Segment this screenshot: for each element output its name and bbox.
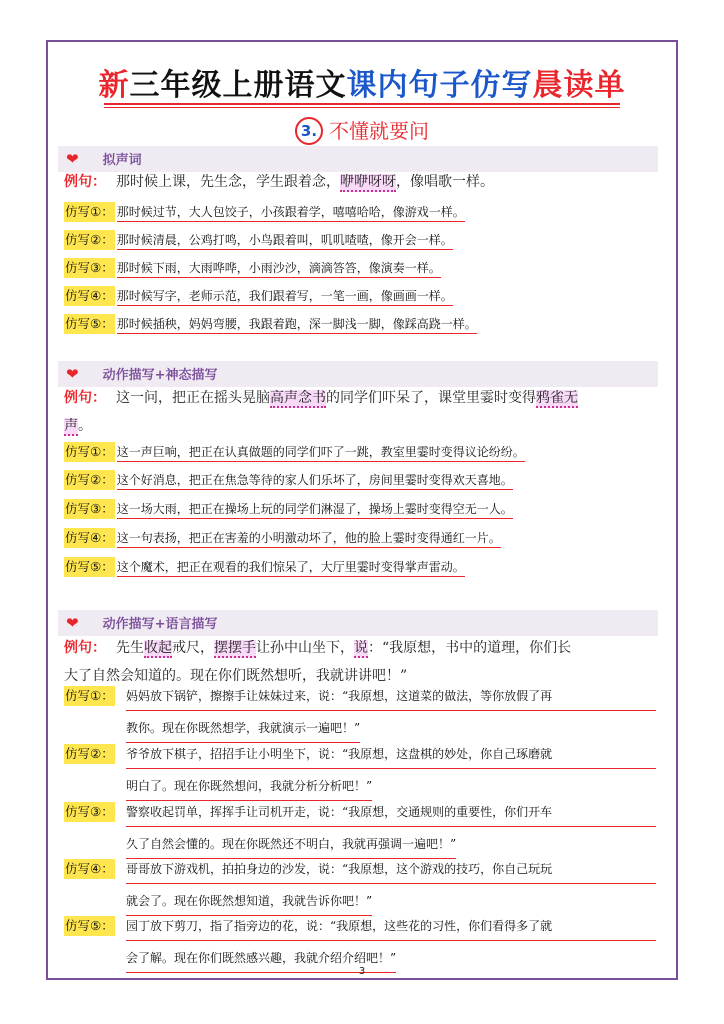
imitation-text: 那时候过节，大人包饺子，小孩跟着学，嘻嘻哈哈，像游戏一样。 [117, 205, 465, 222]
imitation-tag: 仿写②： [64, 230, 115, 250]
section-title: 动作描写+神态描写 [102, 368, 218, 383]
example-highlight: 咿咿呀呀 [340, 174, 396, 190]
example-highlight: 说 [354, 640, 368, 656]
title-underline-thin [104, 107, 620, 108]
imitation-row [64, 438, 664, 466]
section-heading-3 [58, 610, 658, 636]
imitation-text: 那时候写字，老师示范，我们跟着写，一笔一画，像画画一样。 [117, 289, 453, 306]
imitation-tag: 仿写④： [64, 859, 115, 879]
imitation-text-line-2: 会了解。现在你们既然感兴趣，我就介绍介绍吧！” [126, 944, 396, 973]
example-highlight: 收起 [144, 640, 172, 656]
title-part-4: 晨读单 [532, 68, 626, 103]
imitation-text: 那时候下雨，大雨哗哗，小雨沙沙，滴滴答答，像演奏一样。 [117, 261, 441, 278]
example-sentence-1 [64, 168, 660, 196]
imitation-row [64, 198, 664, 226]
heart-icon: ❤ [66, 614, 79, 632]
example-text: 。 [78, 418, 92, 434]
title-part-1: 新 [98, 68, 130, 103]
imitation-tag: 仿写①： [64, 202, 115, 222]
page-title [0, 60, 724, 104]
title-underline [104, 103, 620, 105]
section-title: 动作描写+语言描写 [102, 617, 218, 632]
example-label: 例句： [64, 390, 106, 406]
title-part-3: 课内句子仿写 [346, 68, 533, 103]
example-sentence-2 [64, 384, 660, 440]
imitation-tag: 仿写④： [64, 528, 115, 548]
imitation-tag: 仿写①： [64, 686, 115, 706]
example-highlight: 鸦雀无 [536, 390, 578, 406]
imitation-tag: 仿写③： [64, 258, 115, 278]
example-text: 让孙中山坐下， [256, 640, 354, 656]
example-text: 那时候上课，先生念，学生跟着念， [116, 174, 340, 190]
imitation-text-line-2: 就会了。现在你既然想知道，我就告诉你吧！” [126, 887, 372, 916]
example-highlight: 高声念书 [270, 390, 326, 406]
imitation-text: 这个魔术，把正在观看的我们惊呆了，大厅里霎时变得掌声雷动。 [117, 560, 465, 577]
imitation-text-line-1: 园丁放下剪刀，指了指旁边的花，说：“我原想，这些花的习性，你们看得多了就 [126, 912, 656, 941]
heart-icon: ❤ [66, 365, 79, 383]
example-highlight: 摆摆手 [214, 640, 256, 656]
example-text: ：“我原想，书中的道理，你们长 [368, 640, 572, 656]
imitation-text-line-1: 哥哥放下游戏机，拍拍身边的沙发，说：“我原想，这个游戏的技巧，你自己玩玩 [126, 855, 656, 884]
imitation-text-line-2: 明白了。现在你既然想问，我就分析分析吧！” [126, 772, 372, 801]
imitation-text: 那时候插秧，妈妈弯腰，我跟着跑，深一脚浅一脚，像踩高跷一样。 [117, 317, 477, 334]
imitation-row [64, 553, 664, 581]
imitation-row [64, 282, 664, 310]
imitation-tag: 仿写②： [64, 744, 115, 764]
section-title: 拟声词 [102, 153, 142, 168]
imitation-tag: 仿写①： [64, 442, 115, 462]
imitation-text-line-1: 妈妈放下锅铲，擦擦手让妹妹过来，说：“我原想，这道菜的做法，等你放假了再 [126, 682, 656, 711]
example-text: 戒尺， [172, 640, 214, 656]
imitation-row [64, 524, 664, 552]
imitation-text: 这一场大雨，把正在操场上玩的同学们淋湿了，操场上霎时变得空无一人。 [117, 502, 513, 519]
imitation-text-line-1: 爷爷放下棋子，招招手让小明坐下，说：“我原想，这盘棋的妙处，你自己琢磨就 [126, 740, 656, 769]
lesson-title: 不懂就要问 [329, 119, 429, 143]
imitation-tag: 仿写③： [64, 802, 115, 822]
title-part-2: 三年级上册语文 [129, 68, 347, 103]
lesson-subtitle [0, 115, 724, 145]
imitation-text: 这个好消息，把正在焦急等待的家人们乐坏了，房间里霎时变得欢天喜地。 [117, 473, 513, 490]
example-text: 先生 [116, 640, 144, 656]
imitation-row [64, 226, 664, 254]
imitation-text-line-2: 教你。现在你既然想学，我就演示一遍吧！” [126, 714, 360, 743]
imitation-row [64, 310, 664, 338]
imitation-tag: 仿写④： [64, 286, 115, 306]
page-number: 3 [358, 966, 366, 977]
example-text: 这一问，把正在摇头晃脑 [116, 390, 270, 406]
imitation-text: 这一句表扬，把正在害羞的小明激动坏了，他的脸上霎时变得通红一片。 [117, 531, 501, 548]
example-text: 的同学们吓呆了，课堂里霎时变得 [326, 390, 536, 406]
imitation-tag: 仿写⑤： [64, 557, 115, 577]
imitation-text-line-1: 警察收起罚单，挥挥手让司机开走，说：“我原想，交通规则的重要性，你们开车 [126, 798, 656, 827]
imitation-tag: 仿写⑤： [64, 314, 115, 334]
imitation-row [64, 466, 664, 494]
example-text: ，像唱歌一样。 [396, 174, 494, 190]
example-label: 例句： [64, 640, 106, 656]
imitation-text: 那时候清晨，公鸡打鸣，小鸟跟着叫，叽叽喳喳，像开会一样。 [117, 233, 453, 250]
imitation-row [64, 495, 664, 523]
imitation-tag: 仿写⑤： [64, 916, 115, 936]
example-highlight: 声 [64, 418, 78, 434]
imitation-text-line-2: 久了自然会懂的。现在你既然还不明白，我就再强调一遍吧！” [126, 830, 456, 859]
imitation-row [64, 254, 664, 282]
example-label: 例句： [64, 174, 106, 190]
heart-icon: ❤ [66, 150, 79, 168]
lesson-number-badge: 3. [295, 117, 323, 145]
example-text: 大了自然会知道的。现在你们既然想听，我就讲讲吧！” [64, 668, 408, 684]
imitation-tag: 仿写②： [64, 470, 115, 490]
imitation-tag: 仿写③： [64, 499, 115, 519]
imitation-text: 这一声巨响，把正在认真做题的同学们吓了一跳，教室里霎时变得议论纷纷。 [117, 445, 525, 462]
